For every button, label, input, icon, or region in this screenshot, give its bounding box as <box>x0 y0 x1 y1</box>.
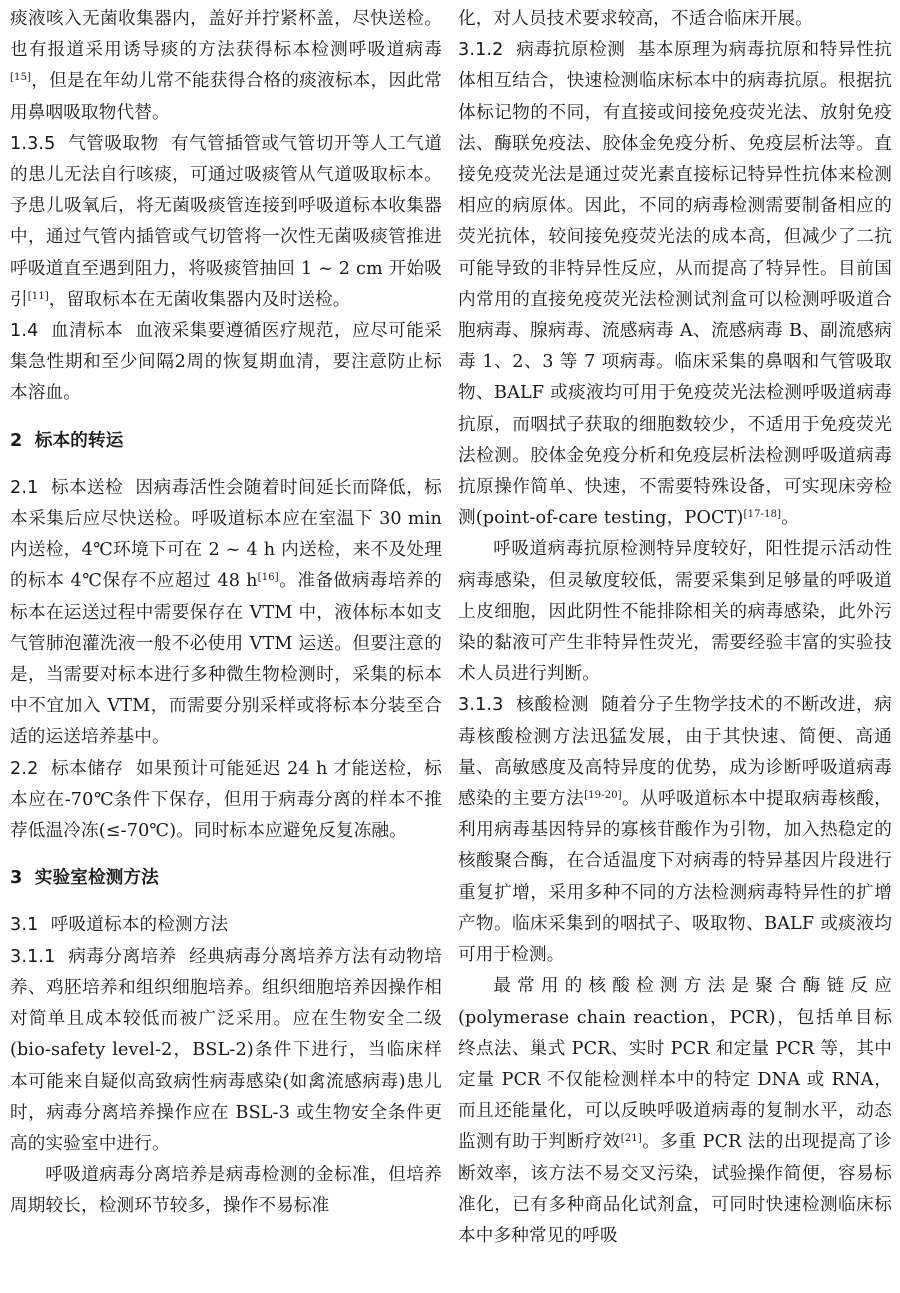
section-number: 2.2 <box>10 758 39 779</box>
section-number: 2.1 <box>10 477 39 498</box>
left-column <box>10 4 442 1223</box>
section-label: 病毒抗原检测 <box>515 40 626 61</box>
section-label: 气管吸取物 <box>67 133 159 154</box>
paragraph-continued: 化，对人员技术要求较高，不适合临床开展。 <box>458 9 813 29</box>
section-number: 3.1.3 <box>458 695 504 716</box>
section-heading-3: 3 实验室检测方法 <box>10 868 159 889</box>
section-label: 血清标本 <box>50 321 124 342</box>
citation: [15] <box>10 72 32 84</box>
citation: [16] <box>257 572 279 584</box>
section-3-1-2: 3.1.2 病毒抗原检测 基本原理为病毒抗原和特异性抗体相互结合，快速检测临床标本中的病毒抗原。根据抗体标记物的不同，有直接或间接免疫荧光法、放射免疫法、酶联免疫法、胶体金免疫分析、免疫层析法等。直接免疫荧光法是通过荧光素直接标记特异性抗体来检测相应的病原体。因此，不同的病毒检测需要制备相应的荧光抗体，较间接免疫荧光法的成本高，但减少了二抗可能导致的非特异性反应，从而提高了特异性。目前国内常用的直接免疫荧光法检测试剂盒可以检测呼吸道合胞病毒、腺病毒、流感病毒 A、流感病毒 B、副流感病毒 1、2、3 等 7 项病毒。临床采集的鼻咽和气管吸取物、BALF 或痰液均可用于免疫荧光法检测呼吸道病毒抗原，而咽拭子获取的细胞数较少，不适用于免疫荧光法检测。胶体金免疫分析和免疫层析法检测呼吸道病毒抗原操作简单、快速，不需要特殊设备，可实现床旁检测(point-of-care testing，POCT)[17-18]。 <box>458 40 892 529</box>
paragraph-culture-gold-standard: 呼吸道病毒分离培养是病毒检测的金标准，但培养周期较长，检测环节较多，操作不易标准 <box>10 1165 442 1217</box>
section-3-1-3: 3.1.3 核酸检测 随着分子生物学技术的不断改进，病毒核酸检测方法迅猛发展，由于其快速、简便、高通量、高敏感度及高特异度的优势，成为诊断呼吸道病毒感染的主要方法[19-20]。从呼吸道标本中提取病毒核酸，利用病毒基因特异的寡核苷酸作为引物，加入热稳定的核酸聚合酶，在合适温度下对病毒的特异基因片段进行重复扩增，采用多种不同的方法检测病毒特异性的扩增产物。临床采集到的咽拭子、吸取物、BALF 或痰液均可用于检测。 <box>458 695 892 966</box>
citation: [21] <box>620 1133 642 1145</box>
section-1-4: 1.4 血清标本 血液采集要遵循医疗规范，应尽可能采集急性期和至少间隔2周的恢复期血清，要注意防止标本溶血。 <box>10 321 442 404</box>
paragraph-pcr: 最常用的核酸检测方法是聚合酶链反应(polymerase chain reaction，PCR)，包括单目标终点法、巢式 PCR、实时 PCR 和定量 PCR 等，其中定量 PCR 不仅能检测样本中的特定 DNA 或 RNA，而且还能量化，可以反映呼吸道病毒的复制水平，动态监测有助于判断疗效[21]。多重 PCR 法的出现提高了诊断效率，该方法不易交叉污染，试验操作简便，容易标准化，已有多种商品化试剂盒，可同时快速检测临床标本中多种常见的呼吸 <box>458 976 892 1246</box>
section-label: 病毒分离培养 <box>67 946 177 967</box>
section-3-1-1: 3.1.1 病毒分离培养 经典病毒分离培养方法有动物培养、鸡胚培养和组织细胞培养。组织细胞培养因操作相对简单且成本较低而被广泛采用。应在生物安全二级(bio-safety level-2，BSL-2)条件下进行，当临床样本可能来自疑似高致病性病毒感染(如禽流感病毒)患儿时，病毒分离培养操作应在 BSL-3 或生物安全条件更高的实验室中进行。 <box>10 946 442 1154</box>
citation: [19-20] <box>584 790 622 802</box>
section-label: 核酸检测 <box>515 695 590 716</box>
section-2-2: 2.2 标本储存 如果预计可能延迟 24 h 才能送检，标本应在-70℃条件下保存，但用于病毒分离的样本不推荐低温冷冻(≤-70℃)。同时标本应避免反复冻融。 <box>10 758 442 842</box>
paragraph-antigen-specificity: 呼吸道病毒抗原检测特异度较好，阳性提示活动性病毒感染，但灵敏度较低，需要采集到足够量的呼吸道上皮细胞，因此阴性不能排除相关的病毒感染，此外污染的黏液可产生非特异性荧光，需要经验丰富的实验技术人员进行判断。 <box>458 539 892 685</box>
section-number: 1.4 <box>10 321 39 342</box>
paragraph-sputum-intro: 痰液咳入无菌收集器内，盖好并拧紧杯盖，尽快送检。也有报道采用诱导痰的方法获得标本检测呼吸道病毒[15]，但是在年幼儿常不能获得合格的痰液标本，因此常用鼻咽吸取物代替。 <box>10 9 442 123</box>
section-number: 1.3.5 <box>10 133 56 154</box>
section-1-3-5: 1.3.5 气管吸取物 有气管插管或气管切开等人工气道的患儿无法自行咳痰，可通过吸痰管从气道吸取标本。予患儿吸氧后，将无菌吸痰管连接到呼吸道标本收集器中，通过气管内插管或气切管将一次性无菌吸痰管推进呼吸道直至遇到阻力，将吸痰管抽回 1 ~ 2 cm 开始吸引[11]，留取标本在无菌收集器内及时送检。 <box>10 133 442 310</box>
section-2-1: 2.1 标本送检 因病毒活性会随着时间延长而降低，标本采集后应尽快送检。呼吸道标本应在室温下 30 min 内送检，4℃环境下可在 2 ~ 4 h 内送检，来不及处理的标本 4℃保存不应超过 48 h[16]。准备做病毒培养的标本在运送过程中需要保存在 VTM 中，液体标本如支气管肺泡灌洗液一般不必使用 VTM 运送。但要注意的是，当需要对标本进行多种微生物检测时，采集的标本中不宜加入 VTM，而需要分别采样或将标本分装至合适的运送培养基中。 <box>10 477 442 748</box>
section-number: 3.1.1 <box>10 946 56 967</box>
subsection-heading-3-1: 3.1 呼吸道标本的检测方法 <box>10 915 229 936</box>
section-number: 3.1.2 <box>458 40 504 61</box>
section-label: 标本储存 <box>50 758 124 779</box>
section-heading-2: 2 标本的转运 <box>10 430 124 451</box>
citation: [17-18] <box>743 509 782 521</box>
citation: [11] <box>27 290 49 302</box>
section-label: 标本送检 <box>50 477 124 498</box>
right-column <box>458 4 892 1252</box>
